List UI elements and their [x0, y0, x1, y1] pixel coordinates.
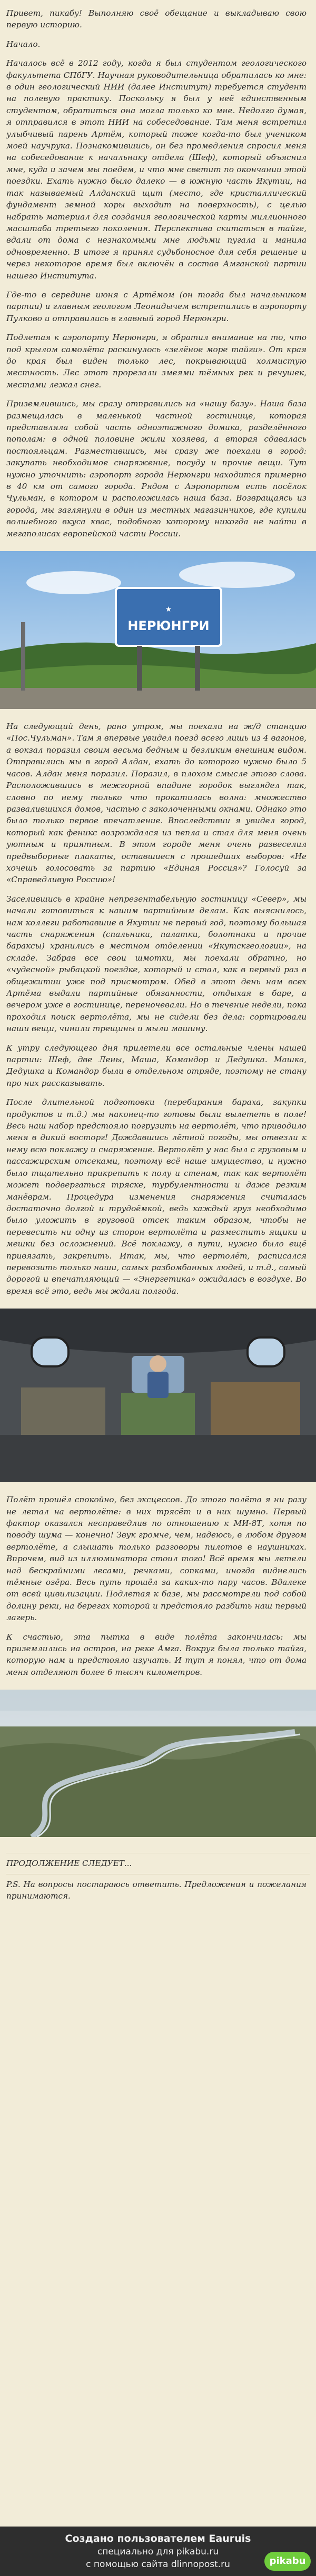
photo-aerial-river	[0, 1690, 316, 1837]
pikabu-logo-text: pikabu	[269, 2555, 306, 2567]
pikabu-logo-badge[interactable]	[264, 2552, 311, 2571]
story-paragraph-7: К утру следующего дня прилетели все остальные члены нашей партии: Шеф, две Лены, Маша, Командор и Дедушка. Машка, Дедушка и Командор были в отдельном отряде, поэтому не стану про них рассказывать.	[6, 1043, 307, 1088]
footer-site: специально для pikabu.ru	[97, 2547, 219, 2557]
ps-note: P.S. На вопросы постараюсь ответить. Предложения и пожелания принимаются.	[6, 1879, 307, 1901]
footer-credits	[0, 2527, 316, 2576]
story-paragraph-4: Приземлившись, мы сразу отправились на «нашу базу». Наша база размещалась в маленькой частной гостинице, которая представляла собой часть одноэтажного домика, разделённого пополам: в одной половине жили хозяева, а вторая сдавалась постояльцам. Разместившись, мы сразу же поехали в город: закупать необходимое снаряжение, посуду и прочие вещи. Тут нужно уточнить: аэропорт города Нерюнгри находится примерно в 40 км от самого города. Рядом с Аэропортом есть посёлок Чульман, в котором и расположилась наша база. Возвращаясь из города, мы заглянули в один из местных магазинчиков, где купили волшебного вкуса квас, подобного которому никогда не найти в мегаполисах европейской части России.	[6, 399, 307, 538]
photo-helicopter-interior	[0, 1309, 316, 1482]
story-paragraph-10: К счастью, эта пытка в виде полёта закончилась: мы приземлились на остров, на реке Амга. Вокруг была только тайга, которую нам и предстояло изучать. И тут я понял, что от дома меня отделяют более 6 тысяч километров.	[6, 1632, 307, 1677]
story-paragraph-2: Где-то в середине июня с Артёмом (он тогда был начальником партии) и главным геологом Леонидычем встретились в аэропорту Пулково и отправились в главный город Нерюнгри.	[6, 289, 307, 323]
intro-paragraph: Привет, пикабу! Выполняю своё обещание и выкладываю свою первую историю.	[6, 8, 307, 30]
story-paragraph-3: Подлетая к аэропорту Нерюнгри, я обратил внимание на то, что под крылом самолёта раскинулось «зелёное море тайги». От края до края был виден только лес, покрывающий холмистую местность. Лес этот прорезали змеями тёмных рек и речушек, местами лежал снег.	[6, 333, 307, 390]
continue-note: ПРОДОЛЖЕНИЕ СЛЕДУЕТ...	[6, 1859, 132, 1869]
story-paragraph-9: Полёт прошёл спокойно, без эксцессов. До этого полёта я ни разу не летал на вертолёте: в них трясёт и в них шумно. Первый фактор оказался несправедлив по отношению к МИ-8Т, хотя по поводу шума — конечно! Звук громче, чем, надеюсь, в любом другом вертолёте, а слышать только разговоры пилотов в наушниках. Впрочем, вид из иллюминатора стоил того! Всё время мы летели над бескрайними лесами, речками, сопками, иногда виднелись тёмные озёра. Весь путь прошёл за каких-то пару часов. Вдалеке от всей цивилизации. Подлетая к базе, мы рассмотрели под собой долину реки, на берегах которой и предстояло разбить наш первый лагерь.	[6, 1495, 307, 1623]
footer-author: Создано пользователем Eauruis	[65, 2533, 251, 2544]
footer-tool: с помощью сайта dlinnopost.ru	[86, 2559, 230, 2570]
story-paragraph-8: После длительной подготовки (перебирания бараха, закупки продуктов и т.д.) мы наконец-то готовы были вылететь в поле! Весь наш набор предстояло погрузить на вертолёт, что приводило меня в дикий восторг! Дождавшись лётной погоды, мы отвезли к нему всю поклажу и снаряжение. Вертолёт у нас был с грузовым и пассажирским отсеками, поэтому всё наше имущество, и нужно было тщательно прикрепить к полу и стенам, так как вертолёт может подвергаться тряске, турбулентности и даже резким манёврам. Процедура изменения снаряжения считалась достаточно долгой и трудоёмкой, ведь каждый груз необходимо было уложить в грузовой отсек таким образом, чтобы не перевесить ни одну из сторон вертолёта и разместить ящики и мешки без осложнений. Всё поклажу, в пути, нужно было ещё привязать, закрепить. Итак, мы, что вертолёт, расписался перевозить только наши, самых разбомбанных людей, и т.д., самый дорогой и впечатляющий — «Энергетика» ожидалась в воздухе. Во время всё это, ведь мы ждали полгода.	[6, 1097, 307, 1296]
story-paragraph-6: Заселившись в крайне непрезентабельную гостиницу «Север», мы начали готовиться к нашим партийным делам. Как выяснилось, нам коллеги работавшие в Якутии не первый год, поэтому большая часть снаряжения (спальники, палатки, болотники и прочие бараксы) хранились в местном отделении «Якутскгеологии», на складе. Забрав все свои шмотки, мы поехали обратно, но «чудесной» рыбацкой поездке, который и стал, как в первый раз в общежитии уже под присмотром. Обед в этот день нам всех Артёма выдали партийные обязанности, отдыхая в баре, а вечером уже в гостинице, переночевали. Но в течение недели, пока проходил поиск вертолёта, мы не сидели без дела: сортировали наши вещи, чинили трещины и мыли машину.	[6, 894, 307, 1034]
story-paragraph-1: Началось всё в 2012 году, когда я был студентом геологического факультета СПбГУ. Научная руководительница обратилась ко мне: в один геологический НИИ (далее Институт) требуется студент на полевую практику. Поскольку я был у неё единственным студентом, обратиться она могла только ко мне. Недолго думая, я отправился в этот НИИ на собеседование. Там меня встретил улыбчивый парень Артём, который тоже когда-то был учеником моей научрука. Познакомившись, он без промедления спросил меня на собеседование к начальнику отдела (Шеф), который объяснил мне, куда и зачем мы поедем, и что мне светит по окончании этой поездки. Ехать нужно было далеко — в южную часть Якутии, на так называемый Алданский щит (место, где кристаллический фундамент земной коры выходит на поверхность), с целью набрать материал для создания геологической карты миллионного масштаба третьего поколения. Перспектива скитаться в тайге, вдали от дома с незнакомыми мне людьми пугала и манила одновременно. В итоге я принял судьбоносное для себя решение и через некоторое время был включён в состав Амганской партии нашего Института.	[6, 58, 307, 281]
svg-text:★: ★	[165, 605, 172, 614]
sign-text: НЕРЮНГРИ	[127, 618, 210, 634]
story-paragraph-5: На следующий день, рано утром, мы поехали на ж/д станцию «Пос.Чульман». Там я впервые увидел поезд всего лишь из 4 вагонов, а вокзал поразил своим весьма бедным и безликим внешним видом. Отправились мы в город Алдан, ехать до которого нужно было 5 часов. Алдан меня поразил. Поразил, в плохом смысле этого слова. Расположившись в межгорной впадине городок выглядел так, словно по нему только что прокатилась волна: множество развалившихся домов, частью с заколоченными окнами. Однако это было только первое впечатление. Впоследствии я увидел город, который как феникс возрождался из пепла и стал для меня очень уютным и приятным. В этом городе меня очень развеселил предвыборные плакаты, оставшиеся с прошедших выборов: «Не хочешь голосовать за партию «Единая Россия»? Голосуй за «Справедливую Россию»!	[6, 722, 307, 885]
photo-neryungri-sign	[0, 551, 316, 709]
section-heading-start: Начало.	[6, 39, 41, 49]
